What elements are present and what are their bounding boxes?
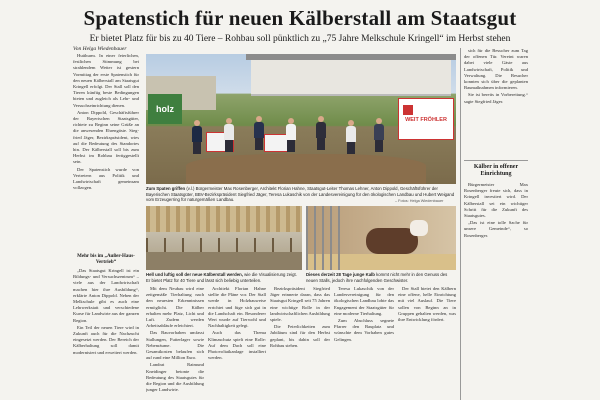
column-subhead: Mehr bis im „Außer-Haus-Vertrieb“ (77, 254, 135, 265)
caption-text: kommt nicht mehr in den Genuss des neuen Stalls, jedoch ihre nachfolgenden Geschwister. (306, 272, 448, 283)
paragraph: Der Spatenstich wurde von Vertretern aus Politik und Landwirtschaft gemeinsam vollzogen. (73, 166, 139, 191)
barn-structure (251, 56, 451, 96)
column-divider (460, 48, 461, 400)
caption-text: wie die Visualisierung zeigt. Er bietet Platz für 40 Tiere und lässt sich beliebig unterteilen. (146, 272, 297, 283)
caption-text: (v.l.) Bürgermeister Max Rosenberger, Architekt Florian Hahne, Staatsgut-Leiter Thomas Lehner, Anton Dippold, Geschäftsführer der Bayerischen Staatsgüter, BBV-Bezirkspräsident Siegfried Jäger, Teresa Lukaschik von der Landesvereinigung für den ökologischen Landbau und Hubert Weigand vom Erzeugerring für naturgemäßen Landbau. (146, 186, 455, 203)
paragraph: Architekt Florian Hahne stellte die Pläne vor. Der Stall werde in Holzbauweise errichtet und füge sich gut in die Landschaft ein. Besonderer Wert wurde auf Tierwohl und Nachhaltigkeit gelegt. (208, 286, 266, 329)
calf-caption (306, 272, 456, 284)
paragraph: Bezirkspräsident Siegfried Jäger erinnerte daran, dass das Staatsgut Kringell seit 75 Jahren eine wichtige Rolle in der landwirtschaftlichen Ausbildung spiele. (270, 286, 330, 323)
article-column-5 (334, 286, 394, 400)
article-byline: Von Helga Wiedenbauer (73, 46, 127, 52)
paragraph: Bürgermeister Max Rosenberger freute sich, dass in Kringell investiert wird. Der Kälberstall sei ein wichtiger Schritt für die Zukunft des Staatsgutes. (464, 182, 528, 219)
paragraph: Zum Abschluss segnete Pfarrer den Bauplatz und wünschte dem Vorhaben gutes Gelingen. (334, 318, 394, 342)
paragraph: Das Bauvorhaben umfasst Stallungen, Futterlager sowie Nebenräume. Die Gesamtkosten belaufen sich auf rund eine Million Euro. (146, 330, 204, 361)
paragraph: Teresa Lukaschik von der Landesvereinigung für den ökologischen Landbau lobte das Engagement der Staatsgüter für eine moderne Tierhaltung. (334, 286, 394, 316)
main-photo (146, 54, 456, 184)
fence-bars (306, 206, 346, 270)
caption-lead: Zum Spaten griffen (146, 186, 186, 191)
roof-beams (146, 206, 302, 232)
section-rule (464, 160, 528, 161)
company-sign (398, 98, 454, 140)
green-banner: holz (148, 94, 182, 124)
caption-lead: Hell und luftig soll der neue Kälberstall werden, (146, 272, 243, 277)
paragraph: Hutthurm. In einer feierlichen, festlichen Stimmung bei strahlendem Wetter ist gestern Vormittag der erste Spatenstich für den neuen Kälberstall am Staatsgut Kringell erfolgt. Der Stall soll den Tieren künftig beste Bedingungen bieten und zugleich als Lehr- und Versuchseinrichtung dienen. (73, 53, 139, 108)
article-column-3 (208, 286, 266, 400)
article-column-2 (146, 286, 204, 400)
visualization-caption (146, 272, 302, 284)
dirt-mound (186, 154, 426, 184)
right-subhead: Kälber in offener Einrichtung (473, 164, 519, 177)
article-subline: Er bietet Platz für bis zu 40 Tiere – Rohbau soll pünktlich zu „75 Jahre Melkschule Kringell“ im Herbst stehen (89, 34, 511, 44)
article-column-6 (398, 286, 456, 400)
paragraph: Mit dem Neubau wird eine zeitgemäße Tierhaltung nach den neuesten Erkenntnissen ermöglicht. Die Kälber erhalten mehr Platz, Licht und Luft. Zudem werden Arbeitsabläufe erleichtert. (146, 286, 204, 329)
article-headline: Spatenstich für neuen Kälberstall am Staatsgut (83, 6, 517, 30)
sign-text: WEIT FRÖHLER (405, 117, 447, 123)
article-column-1b (73, 268, 139, 400)
article-column-4 (270, 286, 330, 400)
photo-credit: – Fotos: Helga Wiedenbauer (395, 199, 444, 203)
right-column-bottom (464, 182, 528, 400)
paragraph: Die Feierlichkeiten zum Jubiläum sind für den Herbst geplant, bis dahin soll der Rohbau stehen. (270, 324, 330, 348)
article-column-1 (73, 53, 139, 253)
visualization-photo (146, 206, 302, 270)
calf-head (410, 220, 428, 236)
barn-roof (246, 54, 456, 60)
paragraph: Auch das Thema Klimaschutz spielt eine Rolle: Auf dem Dach soll eine Photovoltaikanlage installiert werden. (208, 330, 266, 361)
stall-floor (146, 252, 302, 270)
calf-photo (306, 206, 456, 270)
paragraph: Der Stall bietet den Kälbern eine offene, helle Einrichtung mit viel Auslauf. Die Tiere sollen von Beginn an in Gruppen gehalten werden, was ihre Entwicklung fördert. (398, 286, 456, 323)
paragraph: „Das ist eine tolle Sache für unsere Gemeinde“, so Rosenberger. (464, 220, 528, 238)
paragraph: Anton Dippold, Geschäftsführer der Bayerischen Staatsgüter, richtete zu Beginn seine Grüße an die anwesenden Ehrengäste. Siegfried Jäger, Bezirkspräsident, wies auf die Bedeutung des Standortes hin. Der Kälberstall soll bis zum Herbst im Rohbau fertiggestellt sein. (73, 109, 139, 165)
paragraph: „Das Staatsgut Kringell ist ein Bildungs- und Versuchszentrum“ – viele aus der Landwirtschaft machen hier ihre Ausbildung“, erklärte Anton Dippold. Neben der Melkschule gibt es auch eine Lehrwerkstatt und verschiedene Kurse für Landwirte aus der ganzen Region. (73, 268, 139, 323)
paragraph: Landrat Raimund Kneidinger betonte die Bedeutung des Staatsgutes für die Region und die Ausbildung junger Landwirte. (146, 362, 204, 393)
pen-fences (146, 238, 302, 252)
sign-logo-mark (403, 105, 413, 115)
caption-lead: Dieses derzeit 28 Tage junge Kalb (306, 272, 375, 277)
right-column-top (464, 48, 528, 158)
paragraph: Sie ist bereits in Vorbereitung.“ sagte Siegfried Jäger. (464, 92, 528, 104)
paragraph: Ein Teil der neuen Tiere wird in Zukunft auch für die Nachzucht eingesetzt werden. Der Bereich der Kälberhaltung soll damit modernisiert und erweitert werden. (73, 324, 139, 355)
paragraph: sich für die Besucher zum Tag der offenen Tür. Vereint waren dabei viele Gäste aus Landwirtschaft, Politik und Verwaltung. Die Besucher konnten sich über die geplanten Baumaßnahmen informieren. (464, 48, 528, 91)
